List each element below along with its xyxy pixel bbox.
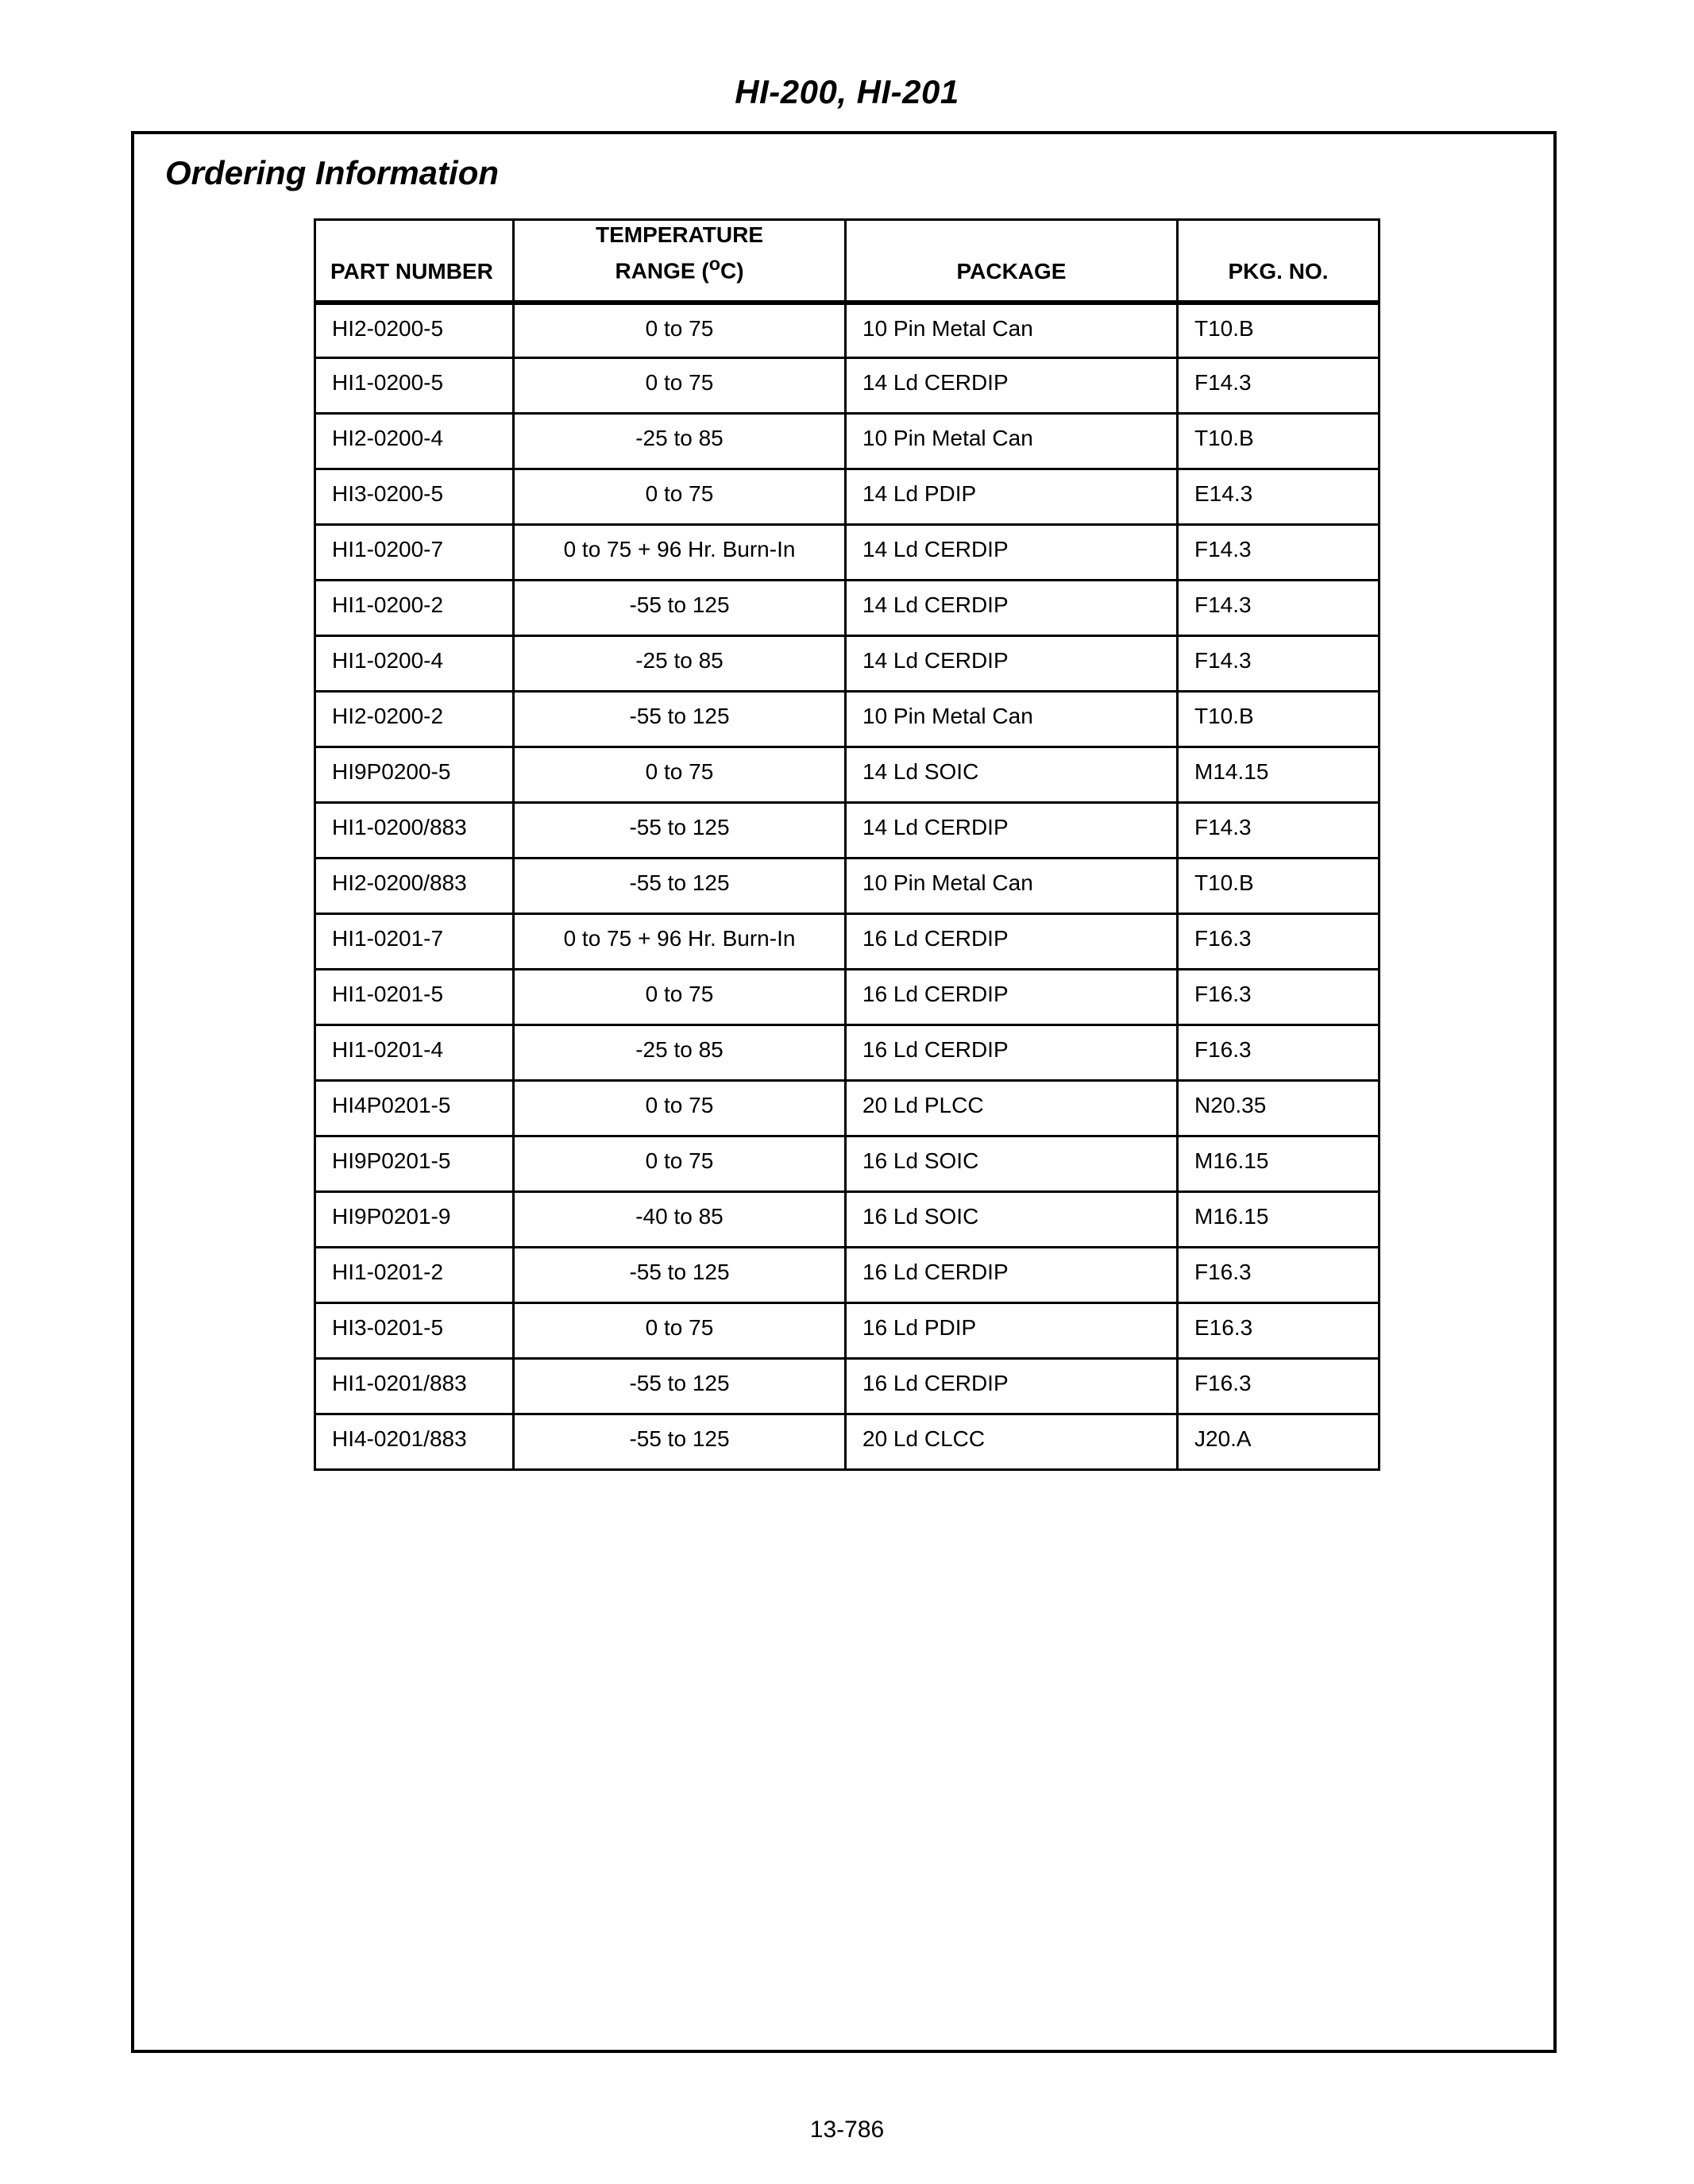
table-row bbox=[315, 1303, 1380, 1359]
package-cell: 16 Ld SOIC bbox=[846, 1192, 1178, 1248]
part-number-cell: HI4P0201-5 bbox=[315, 1081, 514, 1136]
ordering-table bbox=[314, 218, 1380, 1471]
package-cell: 14 Ld PDIP bbox=[846, 469, 1178, 525]
column-header-package: PACKAGE bbox=[846, 220, 1178, 303]
column-header-part-number: PART NUMBER bbox=[315, 220, 514, 303]
part-number-cell: HI1-0200-5 bbox=[315, 358, 514, 414]
pkg-no-cell: J20.A bbox=[1178, 1414, 1380, 1470]
pkg-no-cell: M16.15 bbox=[1178, 1192, 1380, 1248]
pkg-no-cell: F14.3 bbox=[1178, 525, 1380, 581]
temperature-header-line2-prefix: RANGE ( bbox=[615, 258, 709, 284]
part-number-cell: HI9P0200-5 bbox=[315, 747, 514, 803]
table-row bbox=[315, 970, 1380, 1025]
pkg-no-cell: F16.3 bbox=[1178, 1025, 1380, 1081]
pkg-no-cell: N20.35 bbox=[1178, 1081, 1380, 1136]
pkg-no-cell: M14.15 bbox=[1178, 747, 1380, 803]
table-row bbox=[315, 692, 1380, 747]
package-cell: 14 Ld CERDIP bbox=[846, 803, 1178, 859]
package-cell: 16 Ld SOIC bbox=[846, 1136, 1178, 1192]
part-number-cell: HI9P0201-9 bbox=[315, 1192, 514, 1248]
temperature-range-cell: -25 to 85 bbox=[514, 636, 846, 692]
package-cell: 14 Ld CERDIP bbox=[846, 636, 1178, 692]
temperature-range-cell: -55 to 125 bbox=[514, 581, 846, 636]
pkg-no-cell: E16.3 bbox=[1178, 1303, 1380, 1359]
part-number-cell: HI2-0200-5 bbox=[315, 303, 514, 358]
table-row bbox=[315, 636, 1380, 692]
temperature-header-line1: TEMPERATURE bbox=[595, 222, 764, 248]
page-number: 13-786 bbox=[809, 2116, 885, 2143]
pkg-no-cell: M16.15 bbox=[1178, 1136, 1380, 1192]
pkg-no-cell: T10.B bbox=[1178, 859, 1380, 914]
table-row bbox=[315, 1081, 1380, 1136]
temperature-range-cell: 0 to 75 bbox=[514, 1136, 846, 1192]
temperature-range-cell: -55 to 125 bbox=[514, 1414, 846, 1470]
temperature-range-cell: 0 to 75 bbox=[514, 970, 846, 1025]
package-cell: 10 Pin Metal Can bbox=[846, 859, 1178, 914]
part-number-cell: HI1-0200-2 bbox=[315, 581, 514, 636]
document-header-title: HI-200, HI-201 bbox=[735, 73, 959, 110]
package-cell: 20 Ld CLCC bbox=[846, 1414, 1178, 1470]
table-header-row bbox=[315, 220, 1380, 303]
part-number-cell: HI2-0200/883 bbox=[315, 859, 514, 914]
column-header-pkg-no: PKG. NO. bbox=[1178, 220, 1380, 303]
table-row bbox=[315, 859, 1380, 914]
package-cell: 16 Ld CERDIP bbox=[846, 970, 1178, 1025]
part-number-cell: HI1-0201-4 bbox=[315, 1025, 514, 1081]
temperature-range-cell: 0 to 75 bbox=[514, 1081, 846, 1136]
temperature-range-cell: -55 to 125 bbox=[514, 1248, 846, 1303]
package-cell: 14 Ld CERDIP bbox=[846, 358, 1178, 414]
pkg-no-cell: F14.3 bbox=[1178, 358, 1380, 414]
temperature-range-cell: -55 to 125 bbox=[514, 692, 846, 747]
table-row bbox=[315, 469, 1380, 525]
part-number-cell: HI9P0201-5 bbox=[315, 1136, 514, 1192]
part-number-cell: HI2-0200-4 bbox=[315, 414, 514, 469]
part-number-cell: HI1-0201-2 bbox=[315, 1248, 514, 1303]
degree-superscript: o bbox=[708, 253, 720, 275]
table-row bbox=[315, 525, 1380, 581]
part-number-cell: HI1-0200-4 bbox=[315, 636, 514, 692]
pkg-no-cell: T10.B bbox=[1178, 414, 1380, 469]
part-number-cell: HI3-0200-5 bbox=[315, 469, 514, 525]
part-number-cell: HI4-0201/883 bbox=[315, 1414, 514, 1470]
package-cell: 14 Ld SOIC bbox=[846, 747, 1178, 803]
part-number-cell: HI1-0200/883 bbox=[315, 803, 514, 859]
part-number-cell: HI2-0200-2 bbox=[315, 692, 514, 747]
temperature-range-cell: 0 to 75 bbox=[514, 303, 846, 358]
table-row bbox=[315, 1192, 1380, 1248]
table-row bbox=[315, 1248, 1380, 1303]
package-cell: 14 Ld CERDIP bbox=[846, 525, 1178, 581]
package-cell: 10 Pin Metal Can bbox=[846, 303, 1178, 358]
pkg-no-cell: F14.3 bbox=[1178, 581, 1380, 636]
table-row bbox=[315, 414, 1380, 469]
package-cell: 16 Ld CERDIP bbox=[846, 1248, 1178, 1303]
pkg-no-cell: F16.3 bbox=[1178, 1359, 1380, 1414]
temperature-range-cell: -55 to 125 bbox=[514, 803, 846, 859]
temperature-range-cell: -25 to 85 bbox=[514, 414, 846, 469]
temperature-range-cell: -25 to 85 bbox=[514, 1025, 846, 1081]
table-row bbox=[315, 358, 1380, 414]
temperature-range-cell: -55 to 125 bbox=[514, 859, 846, 914]
pkg-no-cell: F16.3 bbox=[1178, 970, 1380, 1025]
temperature-range-cell: -55 to 125 bbox=[514, 1359, 846, 1414]
column-header-temperature bbox=[514, 220, 846, 303]
temperature-range-cell: 0 to 75 + 96 Hr. Burn-In bbox=[514, 525, 846, 581]
table-row bbox=[315, 303, 1380, 358]
package-cell: 20 Ld PLCC bbox=[846, 1081, 1178, 1136]
package-cell: 10 Pin Metal Can bbox=[846, 414, 1178, 469]
table-row bbox=[315, 803, 1380, 859]
pkg-no-cell: F14.3 bbox=[1178, 803, 1380, 859]
table-row bbox=[315, 914, 1380, 970]
table-row bbox=[315, 1025, 1380, 1081]
temperature-range-cell: 0 to 75 bbox=[514, 469, 846, 525]
package-cell: 16 Ld CERDIP bbox=[846, 1359, 1178, 1414]
table-row bbox=[315, 747, 1380, 803]
temperature-range-cell: 0 to 75 bbox=[514, 747, 846, 803]
temperature-range-cell: 0 to 75 bbox=[514, 358, 846, 414]
table-row bbox=[315, 1359, 1380, 1414]
package-cell: 10 Pin Metal Can bbox=[846, 692, 1178, 747]
pkg-no-cell: E14.3 bbox=[1178, 469, 1380, 525]
table-row bbox=[315, 581, 1380, 636]
package-cell: 16 Ld CERDIP bbox=[846, 914, 1178, 970]
part-number-cell: HI1-0201-5 bbox=[315, 970, 514, 1025]
part-number-cell: HI3-0201-5 bbox=[315, 1303, 514, 1359]
pkg-no-cell: T10.B bbox=[1178, 692, 1380, 747]
temperature-range-cell: -40 to 85 bbox=[514, 1192, 846, 1248]
part-number-cell: HI1-0200-7 bbox=[315, 525, 514, 581]
table-row bbox=[315, 1414, 1380, 1470]
pkg-no-cell: F16.3 bbox=[1178, 1248, 1380, 1303]
part-number-cell: HI1-0201/883 bbox=[315, 1359, 514, 1414]
temperature-range-cell: 0 to 75 bbox=[514, 1303, 846, 1359]
pkg-no-cell: T10.B bbox=[1178, 303, 1380, 358]
pkg-no-cell: F14.3 bbox=[1178, 636, 1380, 692]
package-cell: 16 Ld PDIP bbox=[846, 1303, 1178, 1359]
temperature-header-line2-suffix: C) bbox=[720, 258, 744, 284]
section-title: Ordering Information bbox=[165, 154, 499, 191]
package-cell: 16 Ld CERDIP bbox=[846, 1025, 1178, 1081]
pkg-no-cell: F16.3 bbox=[1178, 914, 1380, 970]
temperature-range-cell: 0 to 75 + 96 Hr. Burn-In bbox=[514, 914, 846, 970]
table-body bbox=[315, 303, 1380, 1470]
package-cell: 14 Ld CERDIP bbox=[846, 581, 1178, 636]
part-number-cell: HI1-0201-7 bbox=[315, 914, 514, 970]
table-row bbox=[315, 1136, 1380, 1192]
